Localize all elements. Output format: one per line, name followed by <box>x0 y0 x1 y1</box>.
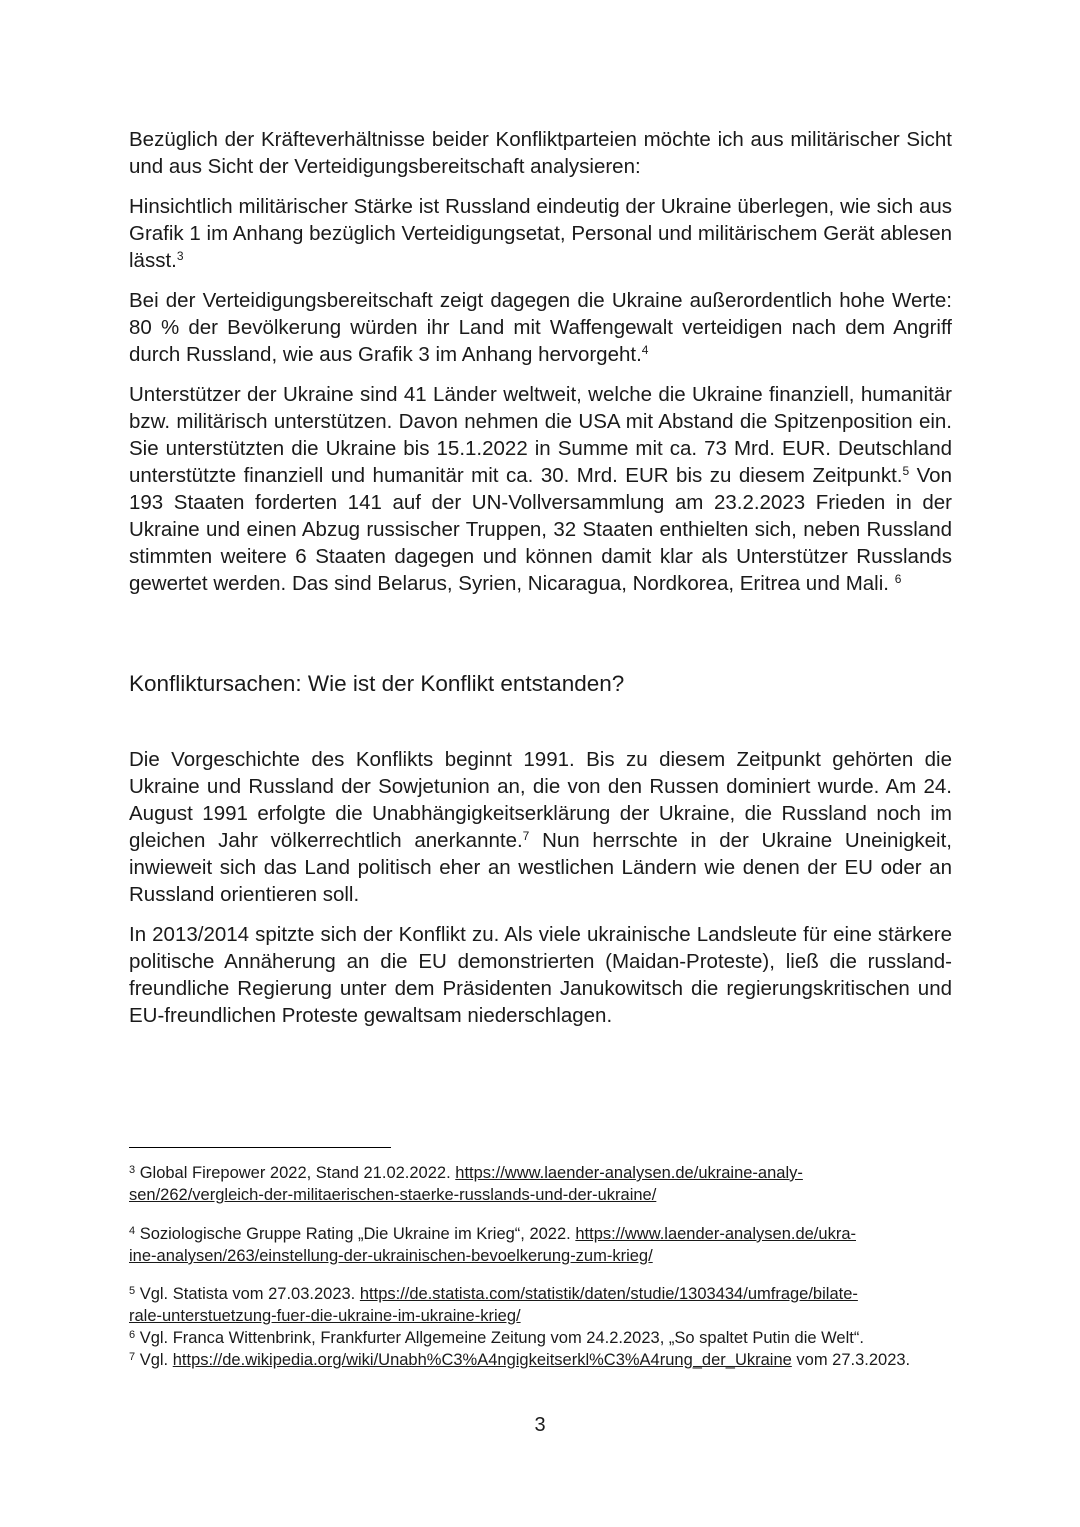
paragraph-3 <box>129 287 952 368</box>
page-body <box>129 126 952 1029</box>
footnotes <box>129 1162 952 1371</box>
footnote-text-after: vom 27.3.2023. <box>791 1351 911 1369</box>
footnote-5 <box>129 1283 952 1327</box>
paragraph-4-text-b: Von 193 Staaten forderten 141 auf der UN-Vollversammlung am 23.2.2023 Frieden in der Ukraine und einen Abzug russischer Truppen, 32 Staaten enthielten sich, neben Russland stimmten weitere 6 Staaten dagegen und können damit klar als Unterstützer Russlands gewertet werden. Das sind Belarus, Syrien, Nicaragua, Nordkorea, Eritrea und Mali. <box>129 464 952 595</box>
footnote-link[interactable]: https://www.laender-analysen.de/ukra- <box>575 1225 856 1243</box>
footnote-ref-7[interactable]: 7 <box>522 829 530 844</box>
footnote-text: Vgl. Franca Wittenbrink, Frankfurter Allgemeine Zeitung vom 24.2.2023, „So spaltet Putin die Welt“. <box>135 1329 864 1347</box>
footnote-link-continued[interactable]: rale-unterstuetzung-fuer-die-ukraine-im-ukraine-krieg/ <box>129 1307 521 1325</box>
footnote-number: 7 <box>129 1350 136 1363</box>
footnote-link[interactable]: https://de.wikipedia.org/wiki/Unabh%C3%A4ngigkeitserkl%C3%A4rung_der_Ukraine <box>172 1351 792 1369</box>
paragraph-6: In 2013/2014 spitzte sich der Konflikt zu. Als viele ukrainische Landsleute für eine stärkere politische Annäherung an die EU demonstrierten (Maidan-Proteste), ließ die russland-freundliche Regierung unter dem Präsidenten Janukowitsch die regierungskritischen und EU-freundlichen Proteste gewaltsam niederschlagen. <box>129 923 952 1027</box>
footnote-number: 5 <box>129 1284 136 1297</box>
section-heading: Konfliktursachen: Wie ist der Konflikt entstanden? <box>129 671 625 696</box>
paragraph-5-text-b: Nun herrschte in der Ukraine Uneinigkeit, inwieweit sich das Land politisch eher an westlichen Ländern wie denen der EU oder an Russland orientieren soll. <box>129 829 953 906</box>
paragraph-1: Bezüglich der Kräfteverhältnisse beider Konfliktparteien möchte ich aus militärischer Sicht und aus Sicht der Verteidigungsbereitschaft analysieren: <box>129 128 952 178</box>
footnote-link[interactable]: https://de.statista.com/statistik/daten/studie/1303434/umfrage/bilate- <box>359 1285 858 1303</box>
paragraph-5-text-a: Die Vorgeschichte des Konflikts beginnt 1991. Bis zu diesem Zeitpunkt gehörten die Ukraine und Russland der Sowjetunion an, die von den Russen dominiert wurde. Am 24. August 1991 erfolgte die Unabhängigkeitserklärung der Ukraine, die Russland noch im gleichen Jahr völkerrechtlich anerkannte. <box>129 748 952 852</box>
paragraph-2-text: Hinsichtlich militärischer Stärke ist Russland eindeutig der Ukraine überlegen, wie sich aus Grafik 1 im Anhang bezüglich Verteidigungsetat, Personal und militärischem Gerät ablesen lässt. <box>129 195 952 272</box>
footnote-text: Soziologische Gruppe Rating „Die Ukraine im Krieg“, 2022. <box>135 1225 576 1243</box>
footnote-ref-5[interactable]: 5 <box>902 464 910 479</box>
footnote-6 <box>129 1327 952 1349</box>
footnote-text: Global Firepower 2022, Stand 21.02.2022. <box>135 1164 456 1182</box>
footnote-number: 6 <box>129 1328 136 1341</box>
paragraph-3-text: Bei der Verteidigungsbereitschaft zeigt dagegen die Ukraine außerordentlich hohe Werte: 80 % der Bevölkerung würden ihr Land mit Waffengewalt verteidigen nach dem Angriff durch Russland, wie aus Grafik 3 im Anhang hervorgeht. <box>129 289 952 366</box>
footnote-separator <box>129 1147 391 1148</box>
footnote-link[interactable]: https://www.laender-analysen.de/ukraine-analy- <box>455 1164 803 1182</box>
footnote-3 <box>129 1162 952 1206</box>
footnote-text: Vgl. <box>135 1351 173 1369</box>
footnote-4 <box>129 1223 952 1267</box>
footnote-ref-6[interactable]: 6 <box>894 572 902 587</box>
paragraph-5 <box>129 746 952 908</box>
paragraph-4 <box>129 381 952 597</box>
footnote-text: Vgl. Statista vom 27.03.2023. <box>135 1285 360 1303</box>
footnote-ref-4[interactable]: 4 <box>641 343 649 358</box>
footnote-ref-3[interactable]: 3 <box>176 249 184 264</box>
footnote-number: 4 <box>129 1224 136 1237</box>
paragraph-2 <box>129 193 952 274</box>
footnote-7 <box>129 1349 952 1371</box>
page-number: 3 <box>534 1414 546 1436</box>
footnote-link-continued[interactable]: sen/262/vergleich-der-militaerischen-staerke-russlands-und-der-ukraine/ <box>129 1186 657 1204</box>
footnote-link-continued[interactable]: ine-analysen/263/einstellung-der-ukrainischen-bevoelkerung-zum-krieg/ <box>129 1247 653 1265</box>
footnote-number: 3 <box>129 1163 136 1176</box>
paragraph-4-text-a: Unterstützer der Ukraine sind 41 Länder weltweit, welche die Ukraine finanziell, humanitär bzw. militärisch unterstützen. Davon nehmen die USA mit Abstand die Spitzenposition ein. Sie unterstützten die Ukraine bis 15.1.2022 in Summe mit ca. 73 Mrd. EUR. Deutschland unterstützte finanziell und humanitär mit ca. 30. Mrd. EUR bis zu diesem Zeitpunkt. <box>129 383 952 487</box>
